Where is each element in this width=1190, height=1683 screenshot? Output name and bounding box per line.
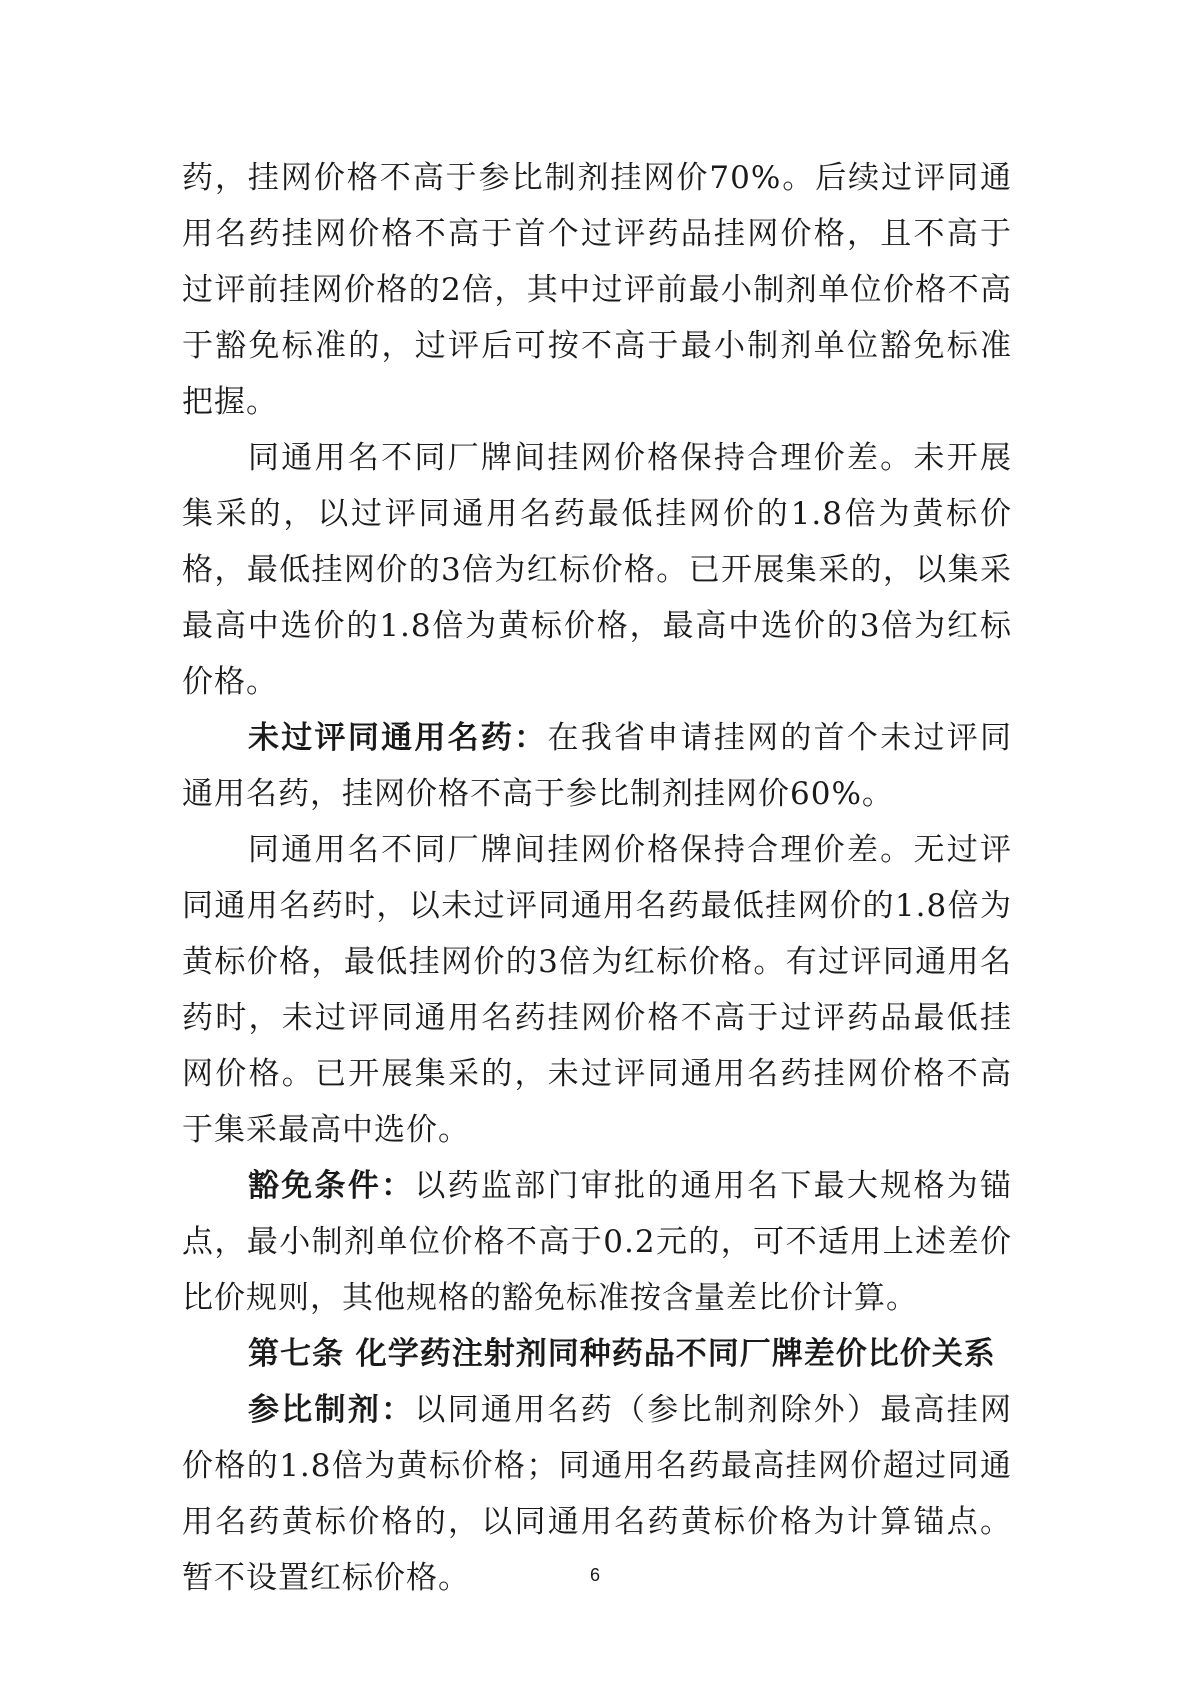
paragraph-unevaluated-generic	[182, 710, 1012, 822]
page-number: 6	[589, 1565, 600, 1585]
paragraph-exemption-conditions	[182, 1158, 1012, 1326]
paragraph-generic-price-cap	[182, 150, 1012, 430]
document-body	[182, 150, 1012, 1606]
paragraph-text: 在我省申请挂网的首个未过评同通用名药，挂网价格不高于参比制剂挂网价60%。	[182, 720, 1013, 812]
article-7-heading: 第七条 化学药注射剂同种药品不同厂牌差价比价关系	[248, 1336, 996, 1372]
paragraph-text: 药，挂网价格不高于参比制剂挂网价70%。后续过评同通用名药挂网价格不高于首个过评药品挂网价格，且不高于过评前挂网价格的2倍，其中过评前最小制剂单位价格不高于豁免标准的，过评后可按不高于最小制剂单位豁免标准把握。	[182, 160, 1012, 420]
paragraph-text: 以药监部门审批的通用名下最大规格为锚点，最小制剂单位价格不高于0.2元的，可不适用上述差价比价规则，其他规格的豁免标准按含量差比价计算。	[182, 1168, 1013, 1316]
paragraph-text: 同通用名不同厂牌间挂网价格保持合理价差。无过评同通用名药时，以未过评同通用名药最低挂网价的1.8倍为黄标价格，最低挂网价的3倍为红标价格。有过评同通用名药时，未过评同通用名药挂网价格不高于过评药品最低挂网价格。已开展集采的，未过评同通用名药挂网价格不高于集采最高中选价。	[182, 832, 1012, 1148]
paragraph-brand-price-gap-evaluated	[182, 430, 1012, 710]
paragraph-lead-term: 豁免条件：	[248, 1168, 415, 1204]
paragraph-text: 以同通用名药（参比制剂除外）最高挂网价格的1.8倍为黄标价格；同通用名药最高挂网价超过同通用名药黄标价格的，以同通用名药黄标价格为计算锚点。暂不设置红标价格。	[182, 1392, 1013, 1596]
paragraph-text: 同通用名不同厂牌间挂网价格保持合理价差。未开展集采的，以过评同通用名药最低挂网价的1.8倍为黄标价格，最低挂网价的3倍为红标价格。已开展集采的，以集采最高中选价的1.8倍为黄标价格，最高中选价的3倍为红标价格。	[182, 440, 1012, 700]
paragraph-lead-term: 参比制剂：	[248, 1392, 415, 1428]
paragraph-lead-term: 未过评同通用名药：	[248, 720, 548, 756]
paragraph-brand-price-gap-unevaluated	[182, 822, 1012, 1158]
